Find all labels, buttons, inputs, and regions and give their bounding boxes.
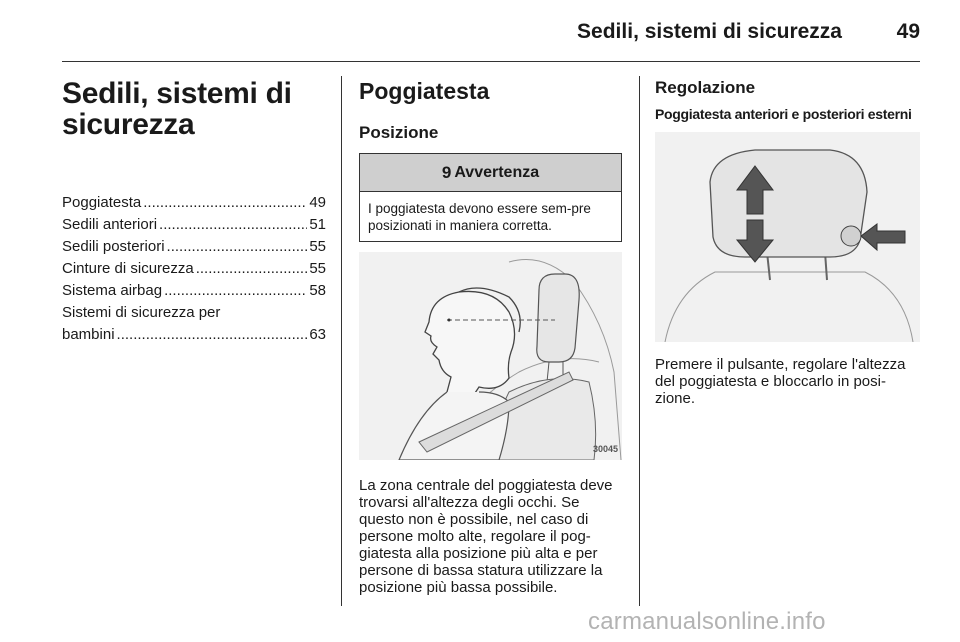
headrest-adjust-drawing — [655, 132, 920, 342]
subsection-title: Posizione — [359, 123, 439, 142]
figure-code: 30045 — [592, 444, 618, 454]
page-number: 49 — [896, 20, 920, 43]
regolazione-column — [655, 78, 925, 407]
page-header — [62, 0, 920, 62]
table-of-contents — [62, 194, 326, 348]
toc-entry-airbag[interactable]: Sistema airbag ..... 58 — [62, 282, 326, 304]
headrest-adjustment-illustration — [655, 132, 920, 342]
driver-headrest-drawing — [359, 252, 622, 460]
headrest-position-illustration — [359, 252, 622, 460]
warning-title: Avvertenza — [454, 163, 540, 181]
header-title: Sedili, sistemi di sicurezza — [577, 20, 842, 43]
section-title: Poggiatesta — [359, 78, 490, 104]
poggiatesta-column — [359, 78, 623, 596]
toc-entry-poggiatesta[interactable]: Poggiatesta ..... 49 — [62, 194, 326, 216]
warning-text: I poggiatesta devono essere sem-pre posizionati in maniera corretta. — [368, 201, 591, 233]
chapter-title: Sedili, sistemi di sicurezza — [62, 77, 292, 141]
poggiatesta-body: La zona centrale del poggiatesta deve trovarsi all'altezza degli occhi. Se questo non è possibile, nel caso di persone molto alte, regolare il pog-giatesta alla posizione più alta e per persone di bassa statura utilizzare la posizione più bassa possibile. — [359, 477, 613, 596]
chapter-column — [62, 78, 326, 348]
toc-entry-sedili-anteriori[interactable]: Sedili anteriori ..... 51 — [62, 216, 326, 238]
warning-box — [359, 153, 622, 242]
regolazione-title: Regolazione — [655, 78, 756, 97]
regolazione-subtitle: Poggiatesta anteriori e posteriori esterni — [655, 106, 912, 122]
toc-entry-sedili-posteriori[interactable]: Sedili posteriori ..... 55 — [62, 238, 326, 260]
warning-header — [360, 154, 621, 192]
column-divider — [639, 76, 640, 606]
warning-icon: 9 — [441, 162, 452, 182]
toc-entry-bambini[interactable]: bambini ..... 63 — [62, 326, 326, 348]
toc-entry-cinture[interactable]: Cinture di sicurezza ..... 55 — [62, 260, 326, 282]
regolazione-body: Premere il pulsante, regolare l'altezza del poggiatesta e bloccarlo in posi-zione. — [655, 356, 906, 407]
watermark: carmanualsonline.info — [588, 608, 826, 635]
toc-entry-bambini-line1[interactable]: Sistemi di sicurezza per — [62, 304, 221, 321]
column-divider — [341, 76, 342, 606]
